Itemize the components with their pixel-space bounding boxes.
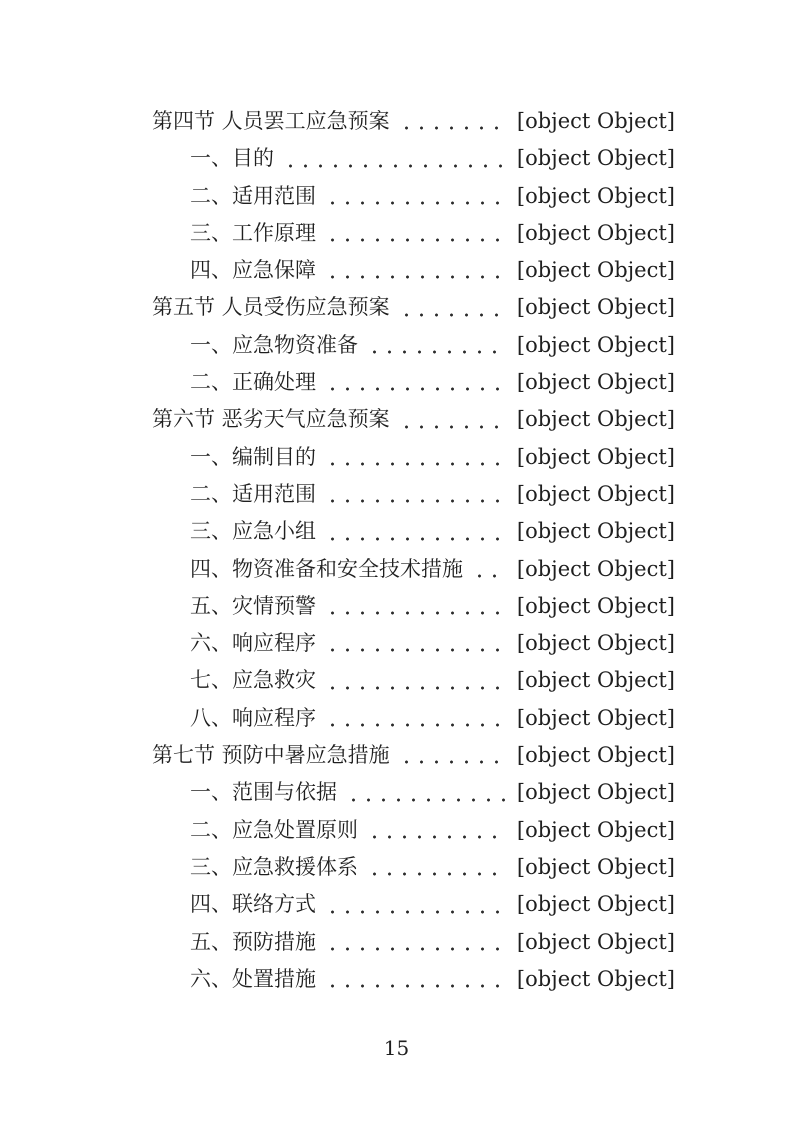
toc-entry bbox=[152, 140, 675, 177]
dot-leader bbox=[323, 364, 508, 401]
toc-entry bbox=[152, 849, 675, 886]
toc-entry-label: 一、范围与依据 bbox=[190, 780, 337, 805]
dot-leader bbox=[323, 961, 508, 998]
toc-entry bbox=[152, 662, 675, 699]
toc-entry bbox=[152, 513, 675, 550]
toc-entry bbox=[152, 700, 675, 737]
toc-entry bbox=[152, 774, 675, 811]
toc-entry-label: 四、物资准备和安全技术措施 bbox=[190, 556, 463, 581]
toc-entry bbox=[152, 327, 675, 364]
toc-entry-page: [object Object] bbox=[516, 593, 675, 618]
toc-entry-page: [object Object] bbox=[516, 109, 675, 133]
toc-entry-page: [object Object] bbox=[516, 370, 675, 395]
dot-leader bbox=[323, 513, 508, 550]
toc-entry-page: [object Object] bbox=[516, 481, 675, 506]
toc-entry-page: [object Object] bbox=[516, 929, 675, 954]
dot-leader bbox=[323, 476, 508, 513]
toc-entry-label: 五、灾情预警 bbox=[190, 593, 316, 618]
dot-leader bbox=[470, 551, 508, 588]
toc-entry-label: 第四节 人员罢工应急预案 bbox=[152, 109, 390, 133]
toc-entry-label: 七、应急救灾 bbox=[190, 668, 316, 693]
dot-leader bbox=[323, 886, 508, 923]
toc-entry-label: 二、应急处置原则 bbox=[190, 817, 358, 842]
toc-entry-page: [object Object] bbox=[516, 146, 675, 171]
toc-entry bbox=[152, 737, 675, 774]
toc-entry bbox=[152, 439, 675, 476]
dot-leader bbox=[323, 924, 508, 961]
dot-leader bbox=[397, 103, 508, 140]
toc-entry bbox=[152, 812, 675, 849]
toc-entry bbox=[152, 364, 675, 401]
toc-entry bbox=[152, 401, 675, 438]
dot-leader bbox=[365, 812, 508, 849]
toc-entry-page: [object Object] bbox=[516, 817, 675, 842]
toc-entry-label: 第五节 人员受伤应急预案 bbox=[152, 295, 390, 320]
toc-entry bbox=[152, 289, 675, 326]
toc-entry-label: 八、响应程序 bbox=[190, 705, 316, 730]
toc-entry-page: [object Object] bbox=[516, 668, 675, 693]
toc-entry-page: [object Object] bbox=[516, 332, 675, 357]
dot-leader bbox=[397, 401, 508, 438]
dot-leader bbox=[323, 662, 508, 699]
toc-entry bbox=[152, 886, 675, 923]
toc-entry-label: 一、目的 bbox=[190, 146, 274, 171]
dot-leader bbox=[323, 439, 508, 476]
toc-entry bbox=[152, 551, 675, 588]
dot-leader bbox=[365, 849, 508, 886]
toc-entry-page: [object Object] bbox=[516, 966, 675, 991]
dot-leader bbox=[281, 140, 508, 177]
toc-entry bbox=[152, 252, 675, 289]
toc-entry bbox=[152, 961, 675, 998]
toc-entry-label: 四、联络方式 bbox=[190, 892, 316, 917]
toc-entry-page: [object Object] bbox=[516, 556, 675, 581]
toc-entry-page: [object Object] bbox=[516, 705, 675, 730]
toc-entry bbox=[152, 476, 675, 513]
toc-entry-label: 三、应急救援体系 bbox=[190, 854, 358, 879]
toc-entry-label: 六、响应程序 bbox=[190, 631, 316, 656]
toc-entry-label: 三、应急小组 bbox=[190, 519, 316, 544]
toc-entry-page: [object Object] bbox=[516, 183, 675, 208]
dot-leader bbox=[323, 178, 508, 215]
dot-leader bbox=[365, 327, 508, 364]
toc-entry bbox=[152, 625, 675, 662]
toc-entry-page: [object Object] bbox=[516, 854, 675, 879]
toc-entry-page: [object Object] bbox=[516, 743, 675, 768]
toc-entry-page: [object Object] bbox=[516, 407, 675, 432]
toc-entry-label: 三、工作原理 bbox=[190, 220, 316, 245]
toc-entry-label: 六、处置措施 bbox=[190, 966, 316, 991]
toc-entry-label: 五、预防措施 bbox=[190, 929, 316, 954]
toc-entry bbox=[152, 215, 675, 252]
dot-leader bbox=[323, 215, 508, 252]
dot-leader bbox=[323, 625, 508, 662]
toc-entry-label: 第七节 预防中暑应急措施 bbox=[152, 743, 390, 768]
dot-leader bbox=[344, 774, 508, 811]
toc-entry-page: [object Object] bbox=[516, 892, 675, 917]
toc-entry-label: 四、应急保障 bbox=[190, 258, 316, 283]
toc-entry-label: 一、编制目的 bbox=[190, 444, 316, 469]
toc-entry-page: [object Object] bbox=[516, 519, 675, 544]
toc-entry-label: 二、适用范围 bbox=[190, 183, 316, 208]
dot-leader bbox=[323, 700, 508, 737]
toc-entry bbox=[152, 178, 675, 215]
dot-leader bbox=[323, 588, 508, 625]
toc-entry bbox=[152, 588, 675, 625]
toc-entry-page: [object Object] bbox=[516, 444, 675, 469]
dot-leader bbox=[323, 252, 508, 289]
dot-leader bbox=[397, 737, 508, 774]
toc-entry bbox=[152, 924, 675, 961]
page-number: 15 bbox=[383, 1036, 410, 1061]
toc-entry-page: [object Object] bbox=[516, 780, 675, 805]
toc-entry-label: 二、正确处理 bbox=[190, 370, 316, 395]
page-footer bbox=[0, 1035, 793, 1061]
toc-entry-page: [object Object] bbox=[516, 220, 675, 245]
toc-entry-label: 第六节 恶劣天气应急预案 bbox=[152, 407, 390, 432]
toc-entry-label: 一、应急物资准备 bbox=[190, 332, 358, 357]
toc-entry-page: [object Object] bbox=[516, 295, 675, 320]
toc-entry-page: [object Object] bbox=[516, 258, 675, 283]
dot-leader bbox=[397, 289, 508, 326]
toc-entry-label: 二、适用范围 bbox=[190, 481, 316, 506]
toc-entry-page: [object Object] bbox=[516, 631, 675, 656]
toc-entry bbox=[152, 103, 675, 140]
